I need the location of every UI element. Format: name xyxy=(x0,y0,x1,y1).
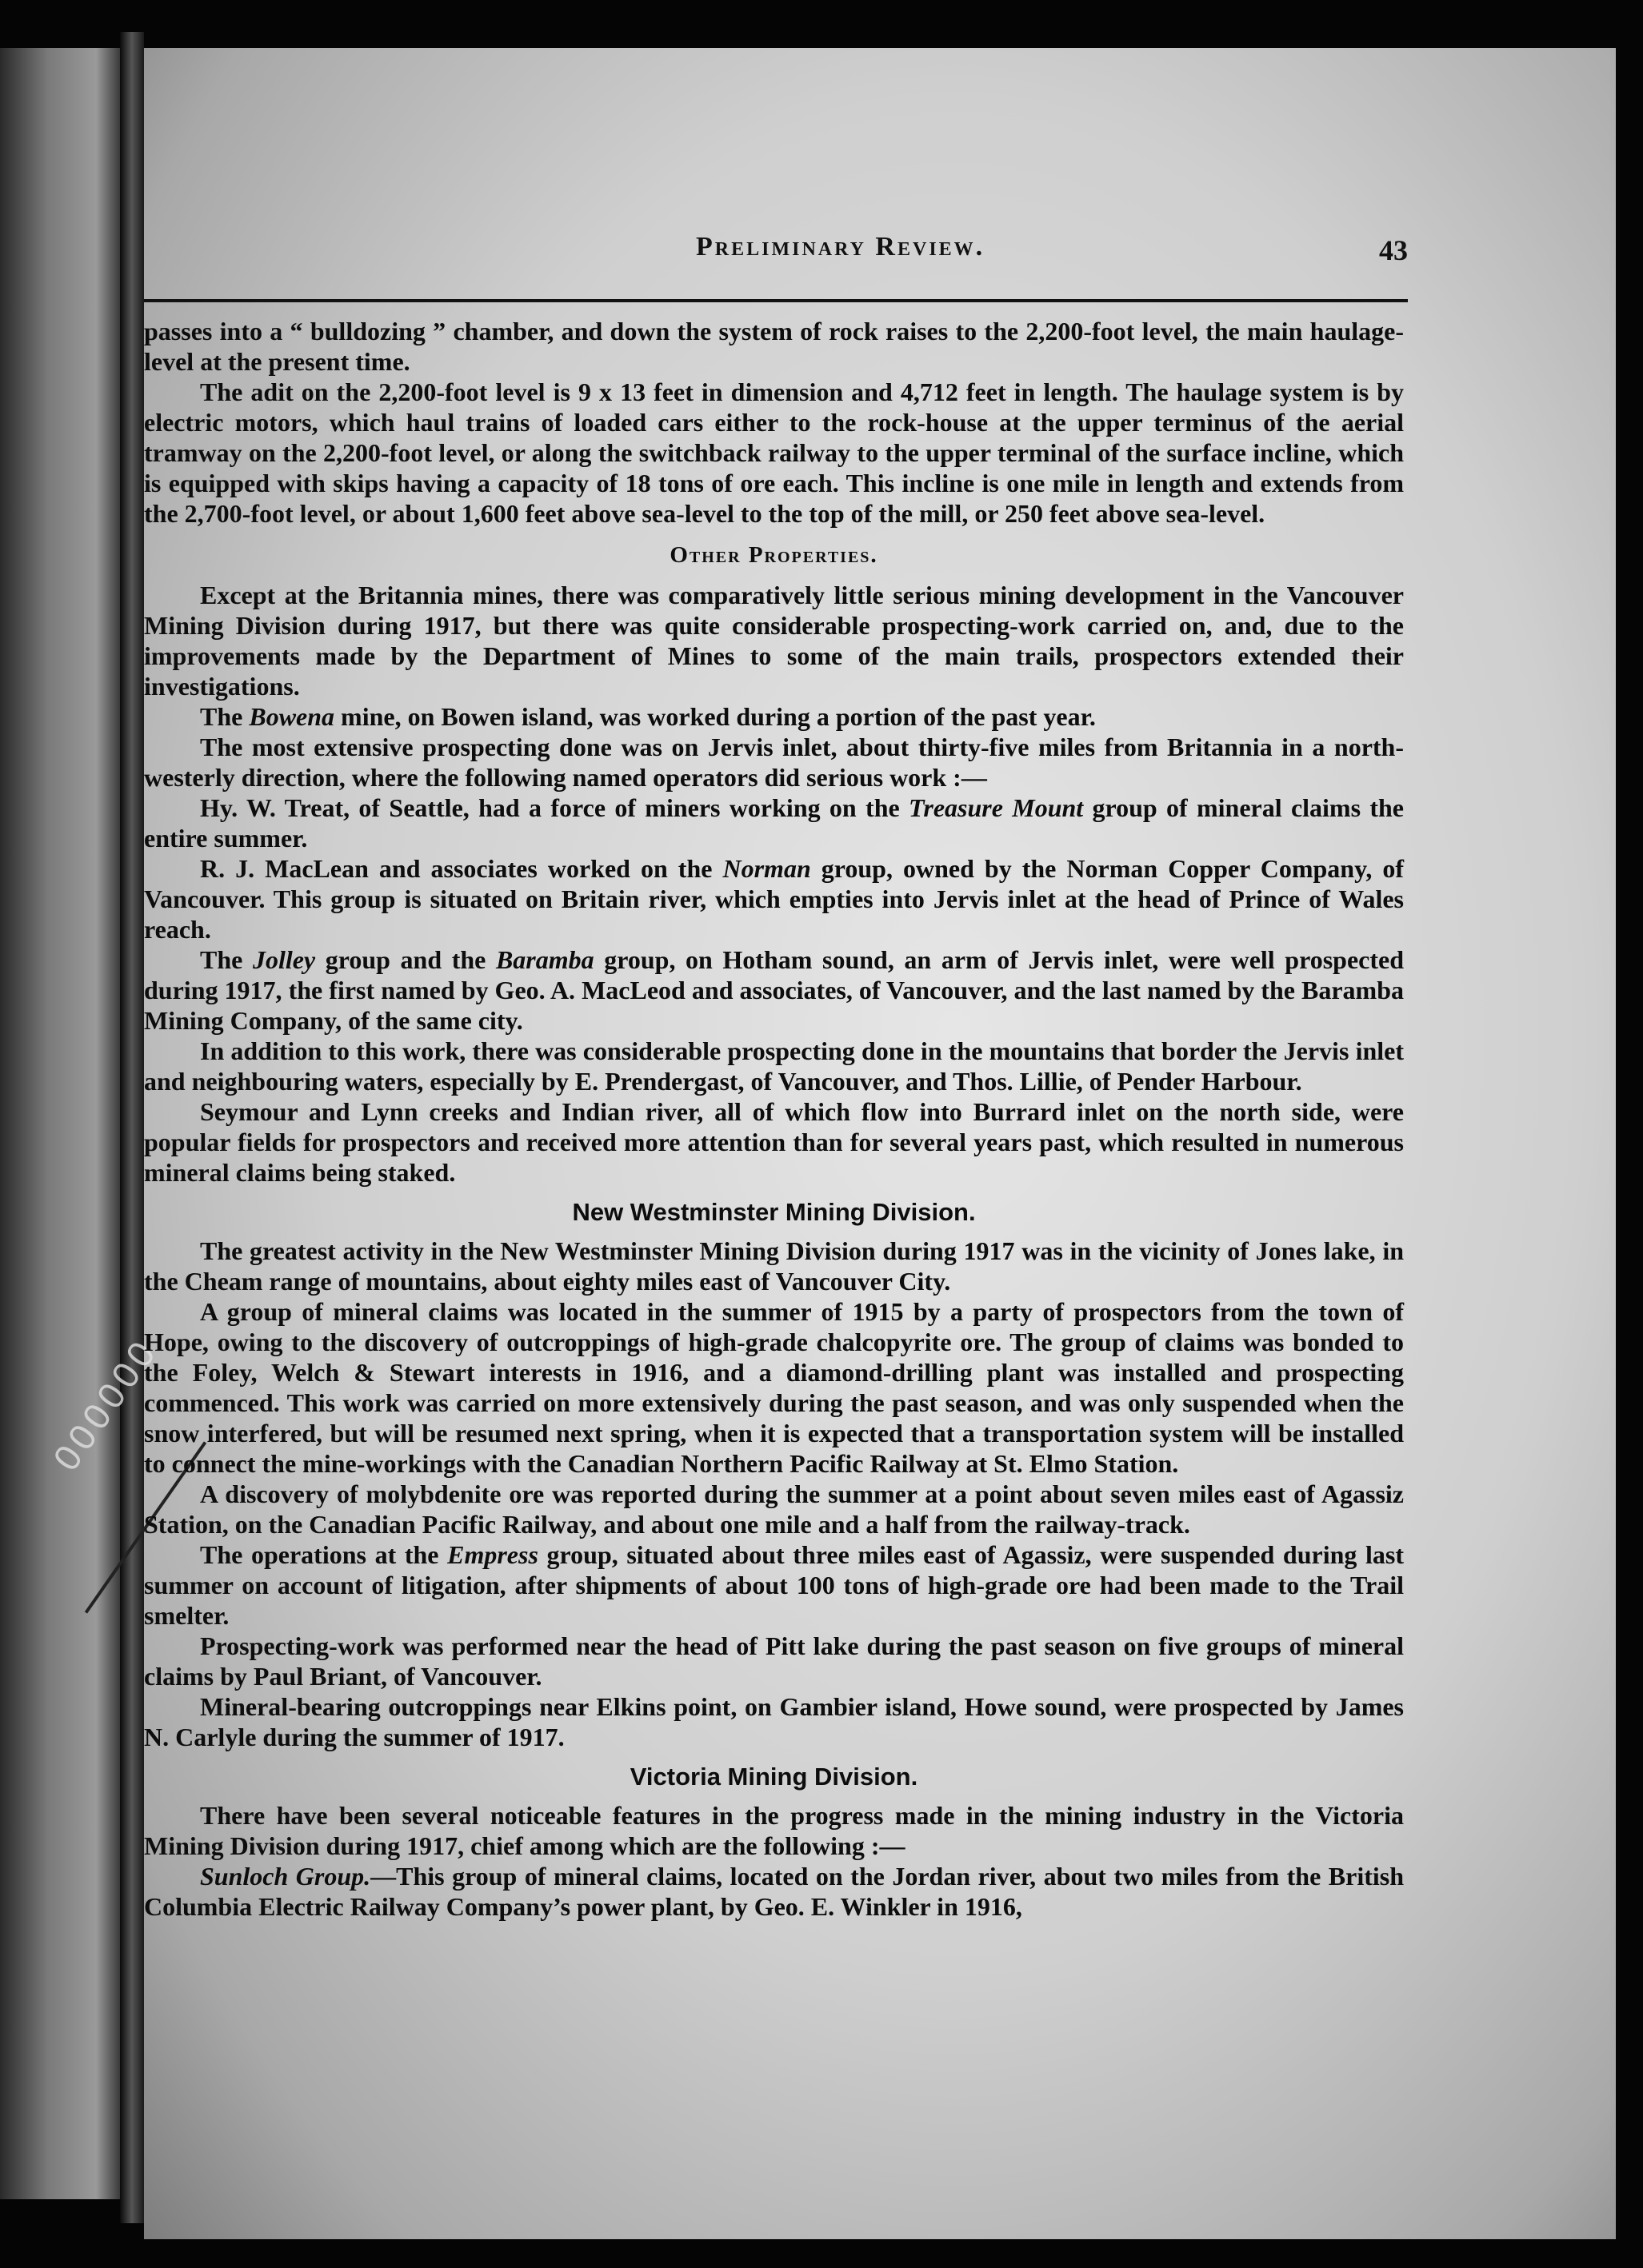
paragraph: The most extensive prospecting done was on Jervis inlet, about thirty-five miles from Britannia in a north-westerly direction, where the following named operators did serious work :— xyxy=(144,733,1404,792)
property-name: Baramba xyxy=(495,945,594,974)
page-header xyxy=(144,216,1408,264)
paragraph: The greatest activity in the New Westminster Mining Division during 1917 was in the vicinity of Jones lake, in the Cheam range of mountains, about eighty miles east of Vancouver City. xyxy=(144,1236,1404,1296)
text-run: —This group of mineral claims, located on the Jordan river, about two miles from the British Columbia Electric Railway Company’s power plant, by Geo. E. Winkler in 1916, xyxy=(144,1862,1405,1921)
text-run: R. J. MacLean and associates worked on the xyxy=(200,854,723,883)
facing-page-edge xyxy=(0,48,120,2199)
text-run: Hy. W. Treat, of Seattle, had a force of miners working on the xyxy=(200,793,909,822)
property-name: Bowena xyxy=(249,702,335,731)
paragraph: There have been several noticeable features in the progress made in the mining industry in the Victoria Mining Division during 1917, chief among which are the following :— xyxy=(144,1801,1404,1860)
property-name: Empress xyxy=(447,1540,538,1569)
paragraph xyxy=(144,853,1404,944)
paragraph xyxy=(144,1539,1404,1631)
paragraph xyxy=(144,793,1404,853)
property-name: Norman xyxy=(722,854,811,883)
margin-stamp: 000000 xyxy=(45,1330,166,1479)
section-heading: Victoria Mining Division. xyxy=(630,1763,918,1791)
paragraph xyxy=(144,701,1404,732)
property-name: Treasure Mount xyxy=(909,793,1084,822)
paragraph: A group of mineral claims was located in the summer of 1915 by a party of prospectors from the town of Hope, owing to the discovery of outcroppings of high-grade chalcopyrite ore. The group of claims was bonded to the Foley, Welch & Stewart interests in 1916, and a diamond-drilling plant was installed and prospecting commenced. This work was carried on more extensively during the past season, and was only suspended when the snow interfered, but will be resumed next spring, when it is expected that a transportation system will be installed to connect the mine-workings with the Canadian Northern Pacific Railway at St. Elmo Station. xyxy=(144,1297,1404,1478)
text-run: group and the xyxy=(315,945,496,974)
text-run: group, owned by the Norman Copper Company, of Vancouver. This group is situated on Britain river, which empties into Jervis inlet at the head of Prince of Wales reach. xyxy=(144,854,1405,944)
paragraph: Seymour and Lynn creeks and Indian river, all of which flow into Burrard inlet on the north side, were popular fields for prospectors and received more attention than for several years past, which resulted in numerous mineral claims being staked. xyxy=(144,1097,1404,1187)
running-head: Preliminary Review. xyxy=(696,232,985,262)
section-heading: New Westminster Mining Division. xyxy=(572,1198,976,1226)
paragraph: Prospecting-work was performed near the head of Pitt lake during the past season on five groups of mineral claims by Paul Briant, of Vancouver. xyxy=(144,1631,1404,1691)
text-run: group of mineral claims the entire summer. xyxy=(144,793,1404,852)
property-name: Jolley xyxy=(252,945,316,974)
paragraph: Mineral-bearing outcroppings near Elkins point, on Gambier island, Howe sound, were prospected by James N. Carlyle during the summer of 1917. xyxy=(144,1692,1404,1751)
paragraph xyxy=(144,1861,1404,1922)
paragraph: A discovery of molybdenite ore was reported during the summer at a point about seven miles east of Agassiz Station, on the Canadian Pacific Railway, and about one mile and a half from the railway-track. xyxy=(144,1479,1404,1539)
text-run: mine, on Bowen island, was worked during a portion of the past year. xyxy=(334,702,1096,731)
text-run: The xyxy=(200,702,250,731)
paragraph xyxy=(144,944,1404,1036)
body-text xyxy=(144,316,1404,1922)
property-name: Sunloch Group. xyxy=(200,1862,371,1891)
text-run: The xyxy=(200,945,253,974)
text-run: The operations at the xyxy=(200,1540,448,1569)
paragraph: Except at the Britannia mines, there was comparatively little serious mining development in the Vancouver Mining Division during 1917, but there was quite considerable prospecting-work carried on, and, due to the improvements made by the Department of Mines to some of the main trails, prospectors extended their investigations. xyxy=(144,581,1404,701)
paragraph: The adit on the 2,200-foot level is 9 x 13 feet in dimension and 4,712 feet in length. The haulage system is by electric motors, which haul trains of loaded cars either to the rock-house at the upper terminus of the aerial tramway on the 2,200-foot level, or along the switchback railway to the upper terminal of the surface incline, which is equipped with skips having a capacity of 18 tons of ore each. This incline is one mile in length and extends from the 2,700-foot level, or about 1,600 feet above sea-level to the top of the mill, or 250 feet above sea-level. xyxy=(144,377,1404,528)
paragraph: passes into a “ bulldozing ” chamber, and down the system of rock raises to the 2,200-foot level, the main haulage-level at the present time. xyxy=(144,317,1404,376)
paragraph: In addition to this work, there was considerable prospecting done in the mountains that border the Jervis inlet and neighbouring waters, especially by E. Prendergast, of Vancouver, and Thos. Lillie, of Pender Harbour. xyxy=(144,1036,1404,1096)
book-gutter xyxy=(120,32,144,2223)
text-run: group, on Hotham sound, an arm of Jervis inlet, were well prospected during 1917, the first named by Geo. A. MacLeod and associates, of Vancouver, and the last named by the Baramba Mining Company, of the same city. xyxy=(144,945,1405,1035)
section-heading: Other Properties. xyxy=(670,542,878,568)
header-rule xyxy=(144,299,1408,302)
text-run: group, situated about three miles east of Agassiz, were suspended during last summer on account of litigation, after shipments of about 100 tons of high-grade ore had been made to the Trail smelter. xyxy=(144,1540,1404,1630)
page-number: 43 xyxy=(1379,234,1408,266)
